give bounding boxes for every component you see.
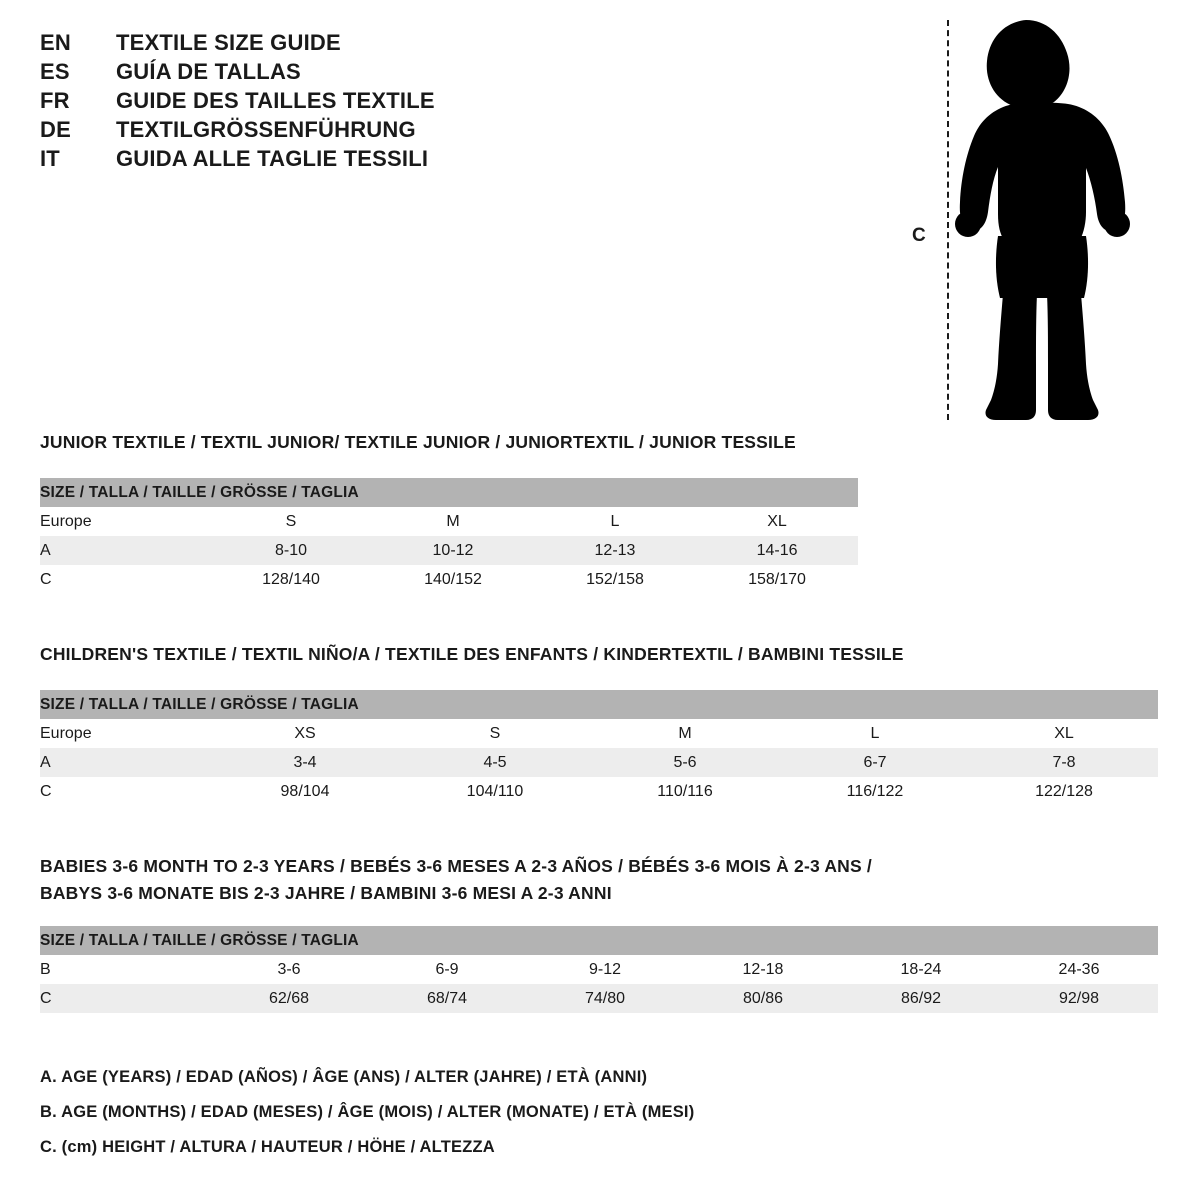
language-row-fr xyxy=(40,88,600,114)
footnote-height: C. (cm) HEIGHT / ALTURA / HAUTEUR / HÖHE / ALTEZZA xyxy=(40,1138,495,1156)
language-title: GUIDA ALLE TAGLIE TESSILI xyxy=(116,146,429,171)
language-row-es xyxy=(40,59,600,85)
cell-value: 74/80 xyxy=(526,984,684,1013)
language-code: IT xyxy=(40,146,60,171)
junior-size-table xyxy=(40,478,858,594)
language-title: TEXTILGRÖSSENFÜHRUNG xyxy=(116,117,416,142)
language-code: FR xyxy=(40,88,70,113)
cell-value: 104/110 xyxy=(400,777,590,806)
band-label: SIZE / TALLA / TAILLE / GRÖSSE / TAGLIA xyxy=(40,690,1158,719)
language-title-list xyxy=(40,30,600,175)
table-row xyxy=(40,955,1158,984)
footnote-age-years: A. AGE (YEARS) / EDAD (AÑOS) / ÂGE (ANS) / ALTER (JAHRE) / ETÀ (ANNI) xyxy=(40,1068,648,1086)
cell-value: 3-4 xyxy=(210,748,400,777)
row-label: B xyxy=(40,955,210,984)
cell-value: 8-10 xyxy=(210,536,372,565)
row-label: A xyxy=(40,748,210,777)
cell-value: L xyxy=(780,719,970,748)
cell-value: 68/74 xyxy=(368,984,526,1013)
cell-value: S xyxy=(210,507,372,536)
language-title: GUÍA DE TALLAS xyxy=(116,59,301,84)
language-row-en xyxy=(40,30,600,56)
table-row xyxy=(40,565,858,594)
cell-value: M xyxy=(372,507,534,536)
row-label: Europe xyxy=(40,507,210,536)
language-row-it xyxy=(40,146,600,172)
height-measurement-figure xyxy=(890,10,1150,420)
table-row xyxy=(40,536,858,565)
cell-value: XL xyxy=(696,507,858,536)
children-size-table xyxy=(40,690,1158,806)
language-title: GUIDE DES TAILLES TEXTILE xyxy=(116,88,435,113)
cell-value: L xyxy=(534,507,696,536)
section-heading-junior: JUNIOR TEXTILE / TEXTIL JUNIOR/ TEXTILE JUNIOR / JUNIORTEXTIL / JUNIOR TESSILE xyxy=(40,432,796,452)
cell-value: 158/170 xyxy=(696,565,858,594)
cell-value: 5-6 xyxy=(590,748,780,777)
band-label: SIZE / TALLA / TAILLE / GRÖSSE / TAGLIA xyxy=(40,926,1158,955)
height-axis-label: C xyxy=(912,225,926,246)
language-row-de xyxy=(40,117,600,143)
babies-size-table xyxy=(40,926,1158,1013)
cell-value: 12-13 xyxy=(534,536,696,565)
footnote-age-months: B. AGE (MONTHS) / EDAD (MESES) / ÂGE (MOIS) / ALTER (MONATE) / ETÀ (MESI) xyxy=(40,1103,695,1121)
row-label: C xyxy=(40,565,210,594)
row-label: C xyxy=(40,984,210,1013)
cell-value: 140/152 xyxy=(372,565,534,594)
cell-value: 12-18 xyxy=(684,955,842,984)
section-heading-children: CHILDREN'S TEXTILE / TEXTIL NIÑO/A / TEXTILE DES ENFANTS / KINDERTEXTIL / BAMBINI TESSILE xyxy=(40,644,904,664)
cell-value: 110/116 xyxy=(590,777,780,806)
cell-value: 122/128 xyxy=(970,777,1158,806)
row-label: Europe xyxy=(40,719,210,748)
cell-value: 4-5 xyxy=(400,748,590,777)
table-row xyxy=(40,748,1158,777)
cell-value: 92/98 xyxy=(1000,984,1158,1013)
toddler-silhouette-icon xyxy=(948,18,1138,422)
table-band-header xyxy=(40,926,1158,955)
cell-value: 7-8 xyxy=(970,748,1158,777)
cell-value: XL xyxy=(970,719,1158,748)
cell-value: 62/68 xyxy=(210,984,368,1013)
cell-value: 80/86 xyxy=(684,984,842,1013)
cell-value: 116/122 xyxy=(780,777,970,806)
row-label: C xyxy=(40,777,210,806)
language-code: DE xyxy=(40,117,71,142)
cell-value: 3-6 xyxy=(210,955,368,984)
cell-value: 128/140 xyxy=(210,565,372,594)
table-band-header xyxy=(40,690,1158,719)
cell-value: 6-7 xyxy=(780,748,970,777)
table-row xyxy=(40,719,1158,748)
section-heading-babies-line1: BABIES 3-6 MONTH TO 2-3 YEARS / BEBÉS 3-6 MESES A 2-3 AÑOS / BÉBÉS 3-6 MOIS À 2-3 ANS / xyxy=(40,856,872,876)
cell-value: 98/104 xyxy=(210,777,400,806)
row-label: A xyxy=(40,536,210,565)
cell-value: 18-24 xyxy=(842,955,1000,984)
legend-footnotes xyxy=(40,1068,1040,1173)
section-heading-babies-line2: BABYS 3-6 MONATE BIS 2-3 JAHRE / BAMBINI 3-6 MESI A 2-3 ANNI xyxy=(40,883,612,903)
cell-value: 86/92 xyxy=(842,984,1000,1013)
section-heading-babies xyxy=(40,856,872,904)
cell-value: 14-16 xyxy=(696,536,858,565)
language-code: ES xyxy=(40,59,70,84)
cell-value: XS xyxy=(210,719,400,748)
table-row xyxy=(40,507,858,536)
table-row xyxy=(40,984,1158,1013)
language-code: EN xyxy=(40,30,71,55)
table-band-header xyxy=(40,478,858,507)
cell-value: 9-12 xyxy=(526,955,684,984)
cell-value: 6-9 xyxy=(368,955,526,984)
cell-value: S xyxy=(400,719,590,748)
language-title: TEXTILE SIZE GUIDE xyxy=(116,30,341,55)
cell-value: 10-12 xyxy=(372,536,534,565)
table-row xyxy=(40,777,1158,806)
band-label: SIZE / TALLA / TAILLE / GRÖSSE / TAGLIA xyxy=(40,478,858,507)
cell-value: 152/158 xyxy=(534,565,696,594)
cell-value: M xyxy=(590,719,780,748)
cell-value: 24-36 xyxy=(1000,955,1158,984)
